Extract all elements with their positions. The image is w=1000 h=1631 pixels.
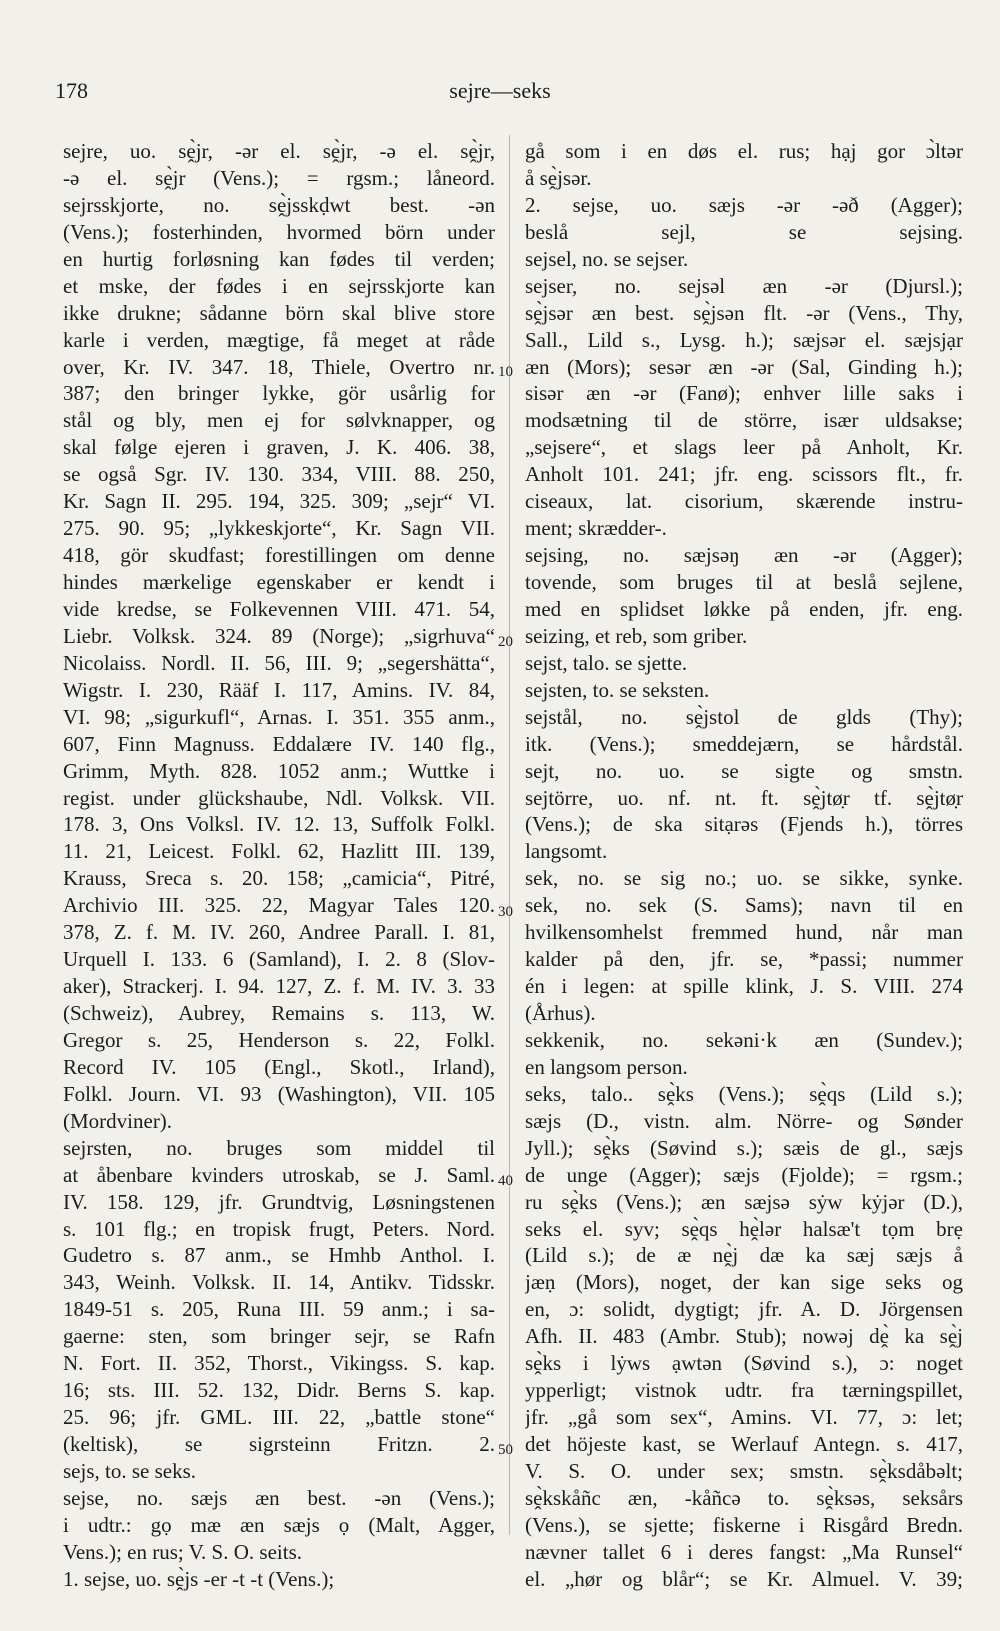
left-text-line: 16; sts. III. 52. 132, Didr. Berns S. kap. [63, 1378, 495, 1403]
right-text-line: tovende, som bruges til at beslå sejlene, [525, 570, 963, 594]
right-text-line: sæjs (D., vistn. alm. Nörre- og Sønder [525, 1108, 963, 1133]
left-text-line: Grimm, Myth. 828. 1052 anm.; Wuttke i [63, 758, 495, 783]
left-text-line: sejrsskjorte, no. sḙ̀jsskḍwt best. -ən [63, 192, 495, 217]
left-text-line: Wigstr. I. 230, Rääf I. 117, Amins. IV. 84, [63, 677, 495, 702]
right-text-line: med en splidset løkke på enden, jfr. eng. [525, 596, 963, 621]
right-text-line: sejtörre, uo. nf. nt. ft. sḙ̀jtø̣r tf. sḙ̀jtø̣r [525, 785, 963, 810]
left-text-line: Liebr. Volksk. 324. 89 (Norge); „sigrhuva“ [63, 623, 495, 648]
line-number-10: 10 [498, 364, 513, 380]
left-text-line: at åbenbare kvinders utroskab, se J. Saml. [63, 1162, 495, 1187]
right-text-line: langsomt. [525, 839, 608, 864]
right-text-line: sejser, no. sejsəl æn -ər (Djursl.); [525, 273, 963, 298]
line-number-40: 40 [498, 1173, 513, 1189]
right-text-line: (Lild s.); de æ nḙ̀j dæ ka sæj sæjs å [525, 1243, 963, 1268]
left-text-line: 378, Z. f. M. IV. 260, Andree Parall. I. 81, [63, 920, 495, 945]
left-text-line: stål og bly, men ej for sølvknapper, og [63, 408, 495, 433]
left-text-line: aker), Strackerj. I. 94. 127, Z. f. M. IV. 3. 33 [63, 974, 495, 999]
left-text-line: Record IV. 105 (Engl., Skotl., Irland), [63, 1054, 495, 1079]
left-text-line: over, Kr. IV. 347. 18, Thiele, Overtro nr. [63, 354, 495, 379]
left-text-line: 387; den bringer lykke, gör usårlig for [63, 381, 495, 406]
left-text-line: 607, Finn Magnuss. Eddalære IV. 140 flg., [63, 731, 495, 756]
running-head: sejre—seks [449, 78, 551, 103]
left-text-line: sejre, uo. sḙ̀jr, -ər el. sḙ̀jr, -ə el. sḙ̀jr, [63, 139, 495, 163]
right-text-line: gå som i en døs el. rus; hạj gor ɔ̀ltər [525, 139, 963, 163]
line-number-50: 50 [498, 1442, 513, 1458]
right-text-line: beslå sejl, se sejsing. [525, 219, 963, 244]
page-number: 178 [55, 78, 88, 103]
left-text-line: (Vens.); fosterhinden, hvormed börn under [63, 219, 495, 244]
right-text-line: modsætning til de större, især uldsakse; [525, 408, 963, 433]
right-text-line: sḙ̀kskåñc æn, -kåñcə to. sḙ̀ksəs, seksårs [525, 1485, 963, 1510]
right-text-line: en, ɔ: solidt, dygtigt; jfr. A. D. Jörgensen [525, 1297, 963, 1322]
left-text-line: en hurtig forløsning kan fødes til verden; [63, 246, 495, 271]
left-text-line: 178. 3, Ons Volksl. IV. 12. 13, Suffolk Folkl. [63, 812, 495, 837]
right-text-line: sek, no. sek (S. Sams); navn til en [525, 893, 963, 918]
left-text-line: i udtr.: gọ mæ æn sæjs ọ (Malt, Agger, [63, 1512, 495, 1537]
left-text-line: gaerne: sten, som bringer sejr, se Rafn [63, 1324, 495, 1349]
left-text-line: (Mordviner). [63, 1108, 173, 1133]
right-text-line: Afh. II. 483 (Ambr. Stub); nowəj dḙ̀ ka sḙ̀j [525, 1324, 963, 1349]
left-text-line: se også Sgr. IV. 130. 334, VIII. 88. 250, [63, 462, 495, 487]
left-text-line: IV. 158. 129, jfr. Grundtvig, Løsningstenen [63, 1189, 495, 1214]
right-text-line: sejstål, no. sḙ̀jstol de glds (Thy); [525, 704, 963, 729]
left-text-line: (Schweiz), Aubrey, Remains s. 113, W. [63, 1001, 495, 1025]
right-text-line: el. „hør og blår“; se Kr. Almuel. V. 39; [525, 1566, 963, 1591]
left-text-line: 418, gör skudfast; forestillingen om denne [63, 543, 495, 568]
left-text-line: karle i verden, mægtige, få meget at råde [63, 327, 495, 352]
left-text-line: vide kredse, se Folkevennen VIII. 471. 54, [63, 596, 495, 621]
left-column [63, 138, 495, 1593]
right-text-line: jfr. „gå som sex“, Amins. VI. 77, ɔ: let; [525, 1405, 963, 1430]
right-text-line: Sall., Lild s., Lysg. h.); sæjsər el. sæjsjạr [525, 327, 963, 352]
left-text-line: 343, Weinh. Volksk. II. 14, Antikv. Tidsskr. [63, 1270, 495, 1295]
right-text-line: V. S. O. under sex; smstn. sḙ̀ksdåbəlt; [525, 1458, 963, 1483]
left-text-line: ikke drukne; sådanne börn skal blive store [63, 300, 495, 325]
left-text-line: -ə el. sḙ̀jr (Vens.); = rgsm.; låneord. [63, 165, 495, 190]
right-text-line: sek, no. se sig no.; uo. se sikke, synke. [525, 866, 963, 891]
right-text-line: (Århus). [525, 1001, 596, 1025]
left-text-line: Archivio III. 325. 22, Magyar Tales 120. [63, 893, 495, 918]
right-column [525, 138, 963, 1593]
right-text-line: Anholt 101. 241; jfr. eng. scissors flt., fr. [525, 462, 963, 487]
right-text-line: nævner tallet 6 i deres fangst: „Ma Runsel“ [525, 1539, 963, 1564]
right-text-line: seks el. syv; sḙ̀qs hḙ̀lər halsæ't tọm brẹ [525, 1216, 963, 1241]
left-text-line: 275. 90. 95; „lykkeskjorte“, Kr. Sagn VII. [63, 516, 495, 541]
right-text-line: (Vens.); de ska sitạrəs (Fjends h.), törres [525, 812, 963, 837]
left-text-line: 11. 21, Leicest. Folkl. 62, Hazlitt III. 139, [63, 839, 495, 864]
left-text-line: 25. 96; jfr. GML. III. 22, „battle stone“ [63, 1405, 495, 1430]
left-text-line: skal følge ejeren i graven, J. K. 406. 38, [63, 435, 495, 460]
left-text-line: s. 101 flg.; en tropisk frugt, Peters. Nord. [63, 1216, 495, 1241]
right-text-line: ment; skrædder-. [525, 516, 667, 541]
left-text-line: N. Fort. II. 352, Thorst., Vikingss. S. kap. [63, 1351, 495, 1376]
right-text-line: sḙ̀ks i lẏws ạwtən (Søvind s.), ɔ: noget [525, 1351, 963, 1376]
right-text-line: sisər æn -ər (Fanø); enhver lille saks i [525, 381, 963, 406]
right-text-line: sejst, talo. se sjette. [525, 650, 688, 675]
right-text-line: sḙ̀jsər æn best. sḙ̀jsən flt. -ər (Vens., Thy, [525, 300, 963, 325]
left-text-line: (keltisk), se sigrsteinn Fritzn. 2. [63, 1432, 495, 1456]
right-text-line: det höjeste kast, se Werlauf Antegn. s. 417, [525, 1432, 963, 1456]
left-text-line: Krauss, Sreca s. 20. 158; „camicia“, Pitré, [63, 866, 495, 891]
right-text-line: en langsom person. [525, 1054, 688, 1079]
right-text-line: sejsing, no. sæjsəŋ æn -ər (Agger); [525, 543, 963, 568]
right-text-line: sekkenik, no. sekəni·k æn (Sundev.); [525, 1027, 963, 1052]
right-text-line: sejsten, to. se seksten. [525, 677, 710, 702]
right-text-line: ru sḙ̀ks (Vens.); æn sæjsə sẏw kẏjər (D.), [525, 1189, 963, 1214]
left-text-line: sejs, to. se seks. [63, 1458, 196, 1483]
left-text-line: VI. 98; „sigurkufl“, Arnas. I. 351. 355 anm., [63, 704, 495, 729]
column-divider [509, 135, 510, 1535]
right-text-line: kalder på den, jfr. se, *passi; nummer [525, 947, 963, 972]
left-text-line: sejse, no. sæjs æn best. -ən (Vens.); [63, 1485, 495, 1510]
line-number-30: 30 [498, 904, 513, 920]
right-text-line: ypperligt; vistnok udtr. fra tærningspillet, [525, 1378, 963, 1403]
right-text-line: å sḙ̀jsər. [525, 165, 592, 190]
right-text-line: (Vens.), se sjette; fiskerne i Risgård Bredn. [525, 1512, 963, 1537]
right-text-line: „sejsere“, et slags leer på Anholt, Kr. [525, 435, 963, 460]
right-text-line: Jyll.); sḙ̀ks (Søvind s.); sæis de gl., sæjs [525, 1135, 963, 1160]
left-text-line: Vens.); en rus; V. S. O. seits. [63, 1539, 302, 1564]
left-text-line: hindes mærkelige egenskaber er kendt i [63, 570, 495, 594]
left-text-line: 1. sejse, uo. sḙ̀js -er -t -t (Vens.); [63, 1566, 335, 1591]
left-text-line: 1849-51 s. 205, Runa III. 59 anm.; i sa- [63, 1297, 495, 1322]
right-text-line: ciseaux, lat. cisorium, skærende instru- [525, 489, 963, 514]
left-text-line: Folkl. Journ. VI. 93 (Washington), VII. 105 [63, 1081, 495, 1106]
left-text-line: Gregor s. 25, Henderson s. 22, Folkl. [63, 1027, 495, 1052]
left-text-line: regist. under glückshaube, Ndl. Volksk. VII. [63, 785, 495, 810]
right-text-line: de unge (Agger); sæjs (Fjolde); = rgsm.; [525, 1162, 963, 1187]
left-text-line: Gudetro s. 87 anm., se Hmhb Anthol. I. [63, 1243, 495, 1268]
right-text-line: seizing, et reb, som griber. [525, 623, 748, 648]
line-number-20: 20 [498, 634, 513, 650]
left-text-line: Urquell I. 133. 6 (Samland), I. 2. 8 (Slov- [63, 947, 495, 972]
right-text-line: 2. sejse, uo. sæjs -ər -əð (Agger); [525, 192, 963, 217]
left-text-line: et mske, der fødes i en sejrsskjorte kan [63, 273, 495, 298]
right-text-line: sejsel, no. se sejser. [525, 246, 689, 271]
right-text-line: jæṇ (Mors), noget, der kan sige seks og [525, 1270, 963, 1295]
right-text-line: seks, talo.. sḙ̀ks (Vens.); sḙ̀qs (Lild s.); [525, 1081, 963, 1106]
right-text-line: én i legen: at spille klink, J. S. VIII. 274 [525, 974, 963, 999]
right-text-line: æn (Mors); sesər æn -ər (Sal, Ginding h.); [525, 354, 963, 379]
right-text-line: itk. (Vens.); smeddejærn, se hårdstål. [525, 731, 963, 756]
left-text-line: Nicolaiss. Nordl. II. 56, III. 9; „segershätta“, [63, 650, 495, 675]
left-text-line: sejrsten, no. bruges som middel til [63, 1135, 495, 1160]
left-text-line: Kr. Sagn II. 295. 194, 325. 309; „sejr“ VI. [63, 489, 495, 514]
right-text-line: hvilkensomhelst fremmed hund, når man [525, 920, 963, 945]
right-text-line: sejt, no. uo. se sigte og smstn. [525, 758, 963, 783]
